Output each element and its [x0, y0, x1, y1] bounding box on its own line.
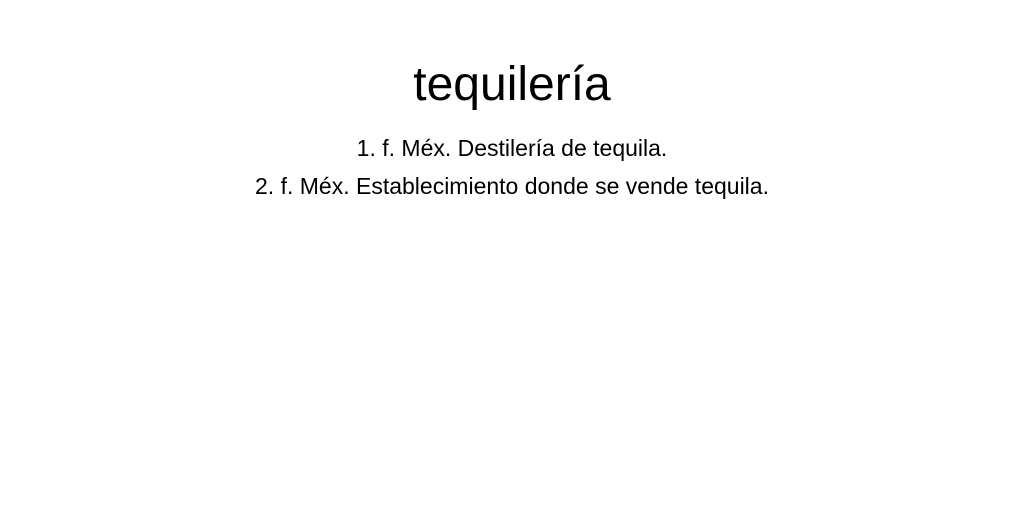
- definition-1: 1. f. Méx. Destilería de tequila.: [356, 135, 668, 161]
- headword: tequilería: [413, 58, 611, 111]
- definition-list: [0, 129, 1024, 205]
- definition-2: 2. f. Méx. Establecimiento donde se vende tequila.: [255, 173, 769, 199]
